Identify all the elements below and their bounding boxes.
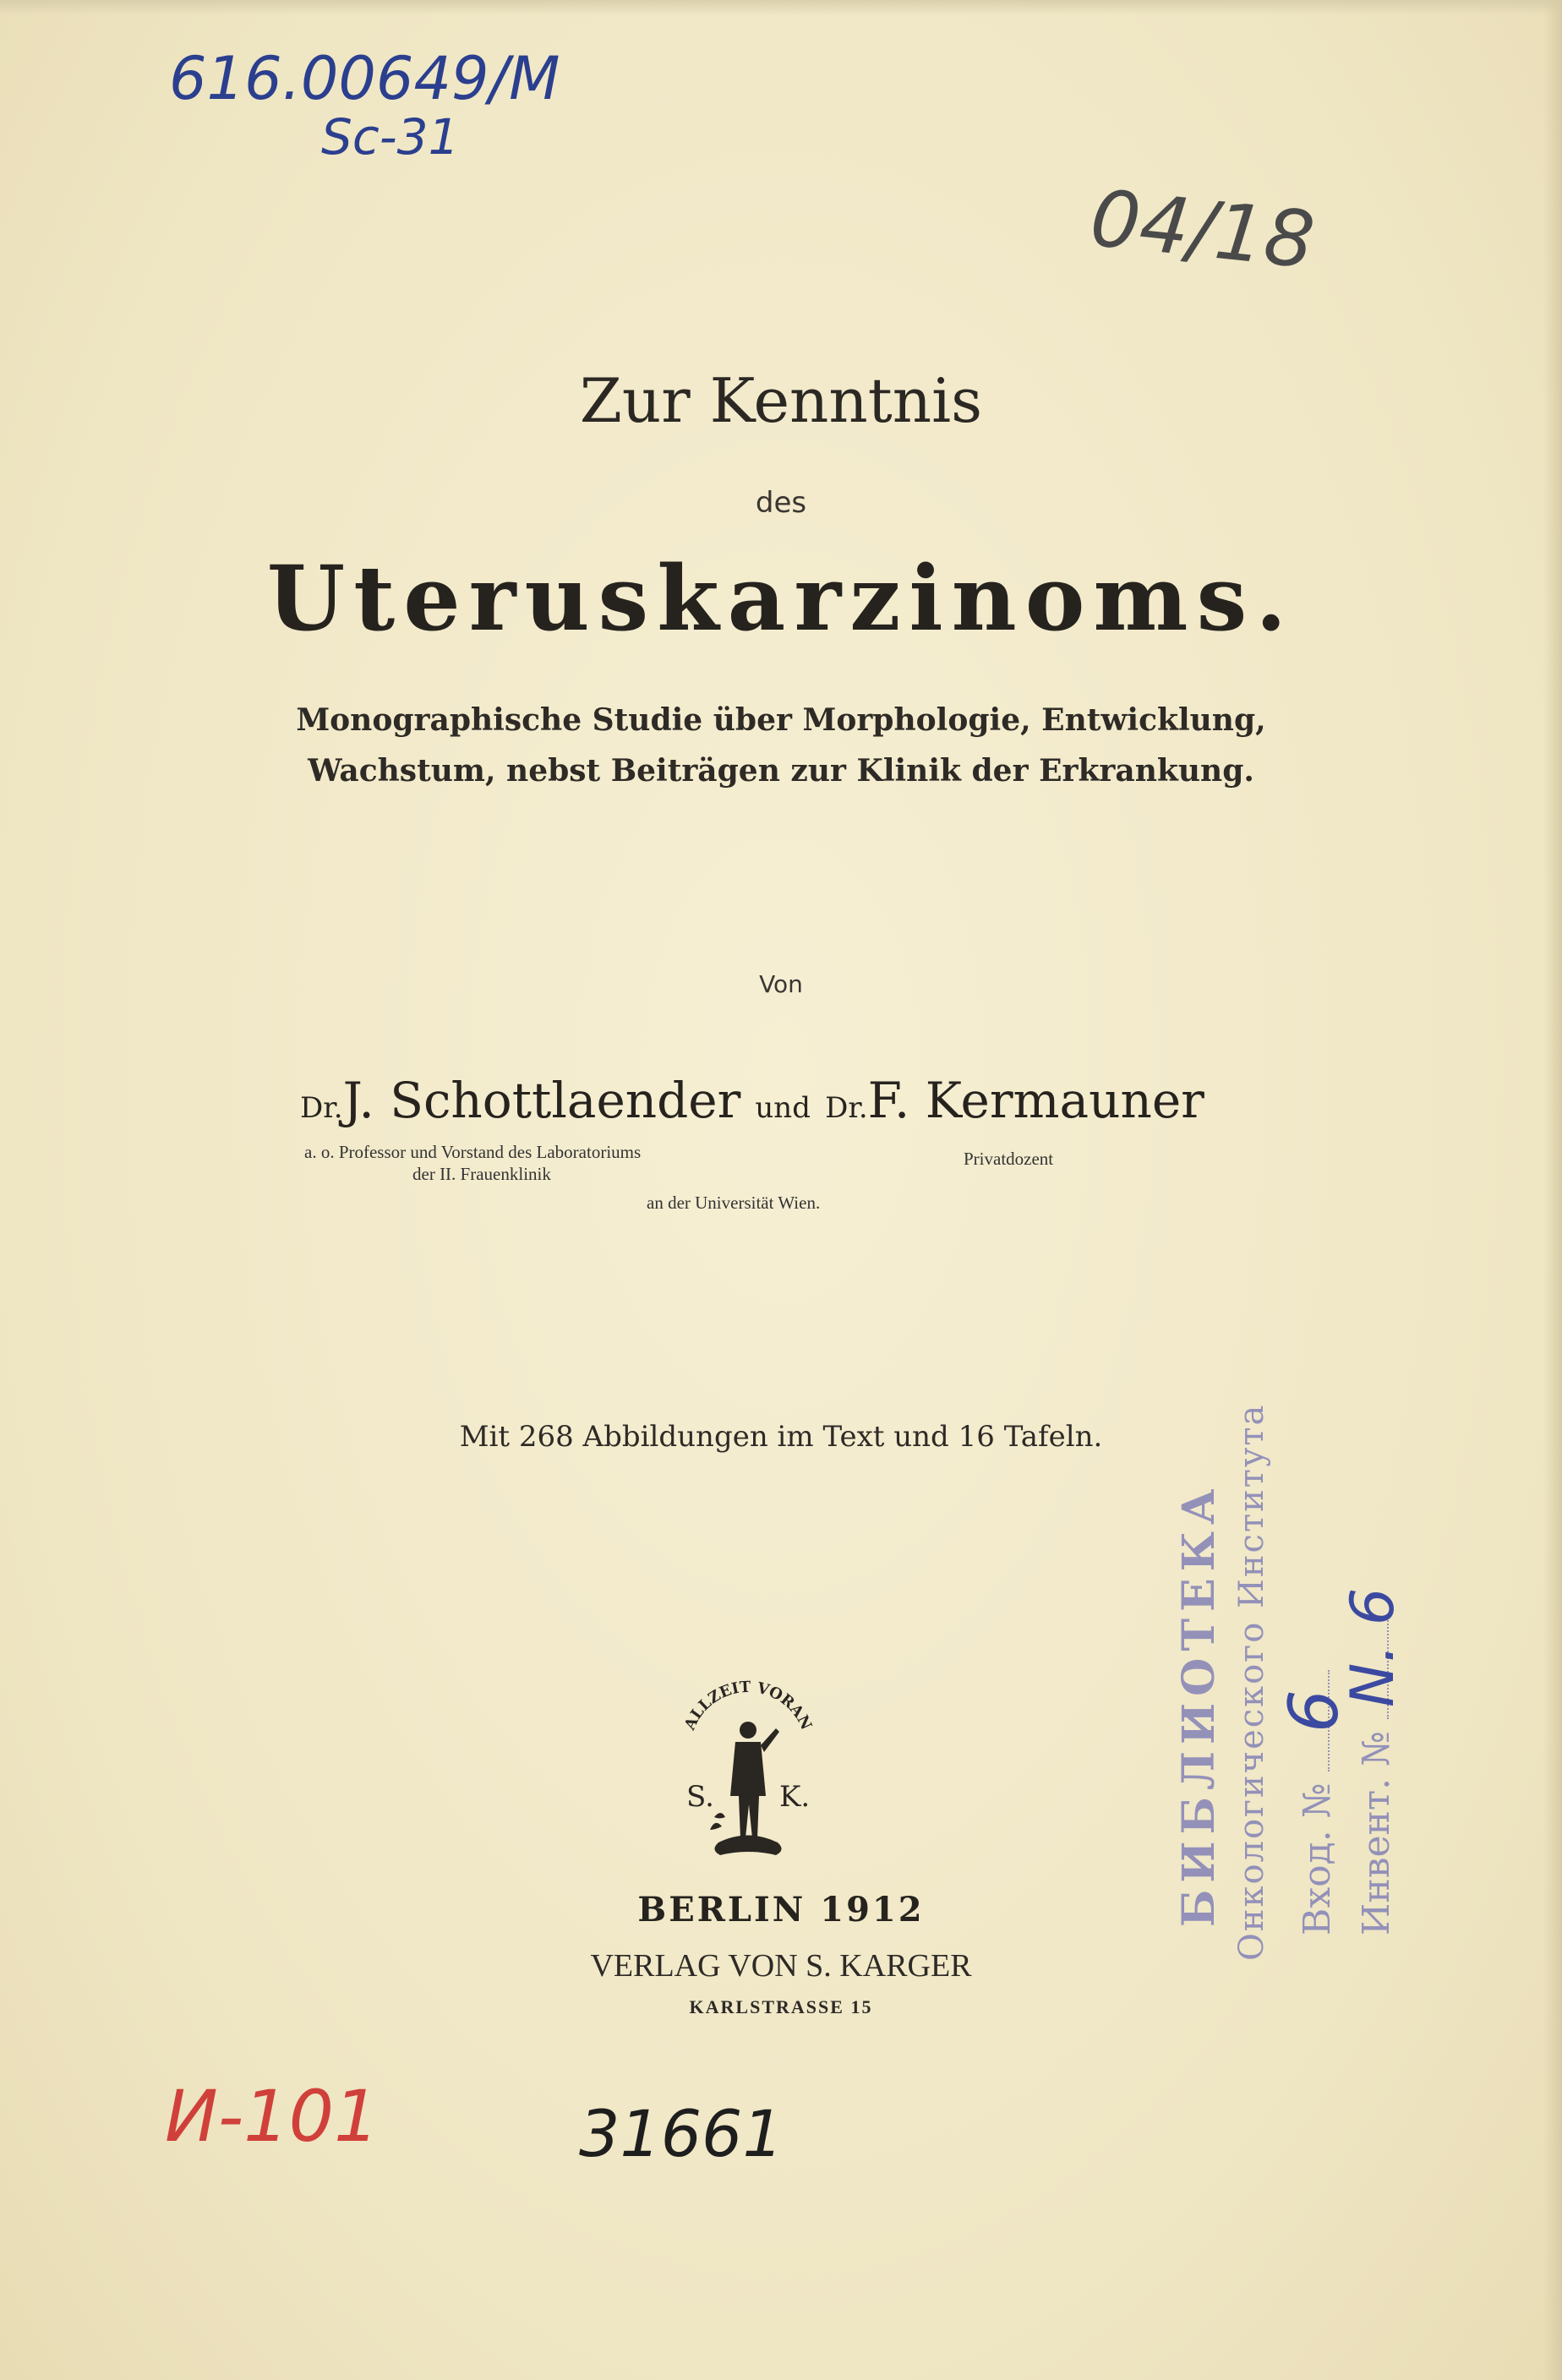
handwritten-call-number: 616.00649/M (169, 44, 560, 113)
stamp-inventory-value: N. 6 (1338, 1587, 1407, 1707)
logo-initial-s: S. (686, 1780, 714, 1814)
handwritten-red-number: И-101 (165, 2075, 380, 2158)
logo-figure (710, 1722, 782, 1855)
page-edge-top (0, 0, 1562, 15)
stamp-entry-label: Вход. № (1296, 1782, 1339, 1935)
title-line-2: des (755, 486, 807, 520)
author1-prefix: Dr. (300, 1091, 343, 1125)
author2-name: F. Kermauner (867, 1072, 1204, 1129)
subtitle-line-1: Monographische Studie über Morphologie, Entwicklung, (296, 702, 1266, 738)
authors-conjunction: und (755, 1091, 811, 1125)
imprint-city-year: BERLIN 1912 (637, 1890, 925, 1930)
library-stamp (1148, 1403, 1418, 1961)
page-edge-right (1543, 0, 1562, 2380)
author2-affiliation: Privatdozent (964, 1149, 1054, 1169)
stamp-line-2: Онкологического Института (1232, 1403, 1271, 1961)
author1-affiliation-line-1: a. o. Professor und Vorstand des Laboratoriums (304, 1142, 642, 1162)
logo-initial-k: K. (779, 1780, 811, 1814)
main-title: Uteruskarzinoms. (266, 545, 1296, 651)
imprint-street: KARLSTRASSE 15 (689, 1996, 873, 2017)
authors-line (300, 1072, 1264, 1129)
logo-motto: ALLZEIT VORAN (680, 1678, 816, 1733)
illustrations-note: Mit 268 Abbildungen im Text und 16 Tafeln. (459, 1420, 1103, 1454)
by-line: Von (759, 970, 803, 998)
stamp-line-1: БИБЛИОТЕКА (1173, 1482, 1225, 1927)
author1-name: J. Schottlaender (342, 1072, 741, 1129)
title-line-1: Zur Kenntnis (579, 365, 983, 436)
university: an der Universität Wien. (647, 1193, 821, 1213)
author1-affiliation (304, 1141, 744, 1185)
handwritten-shelf-mark: Sc-31 (321, 108, 460, 166)
subtitle-line-2: Wachstum, nebst Beiträgen zur Klinik der Erkrankung. (308, 753, 1254, 789)
author1-affiliation-line-2: der II. Frauenklinik (412, 1164, 551, 1184)
handwritten-accession-number: 31661 (579, 2096, 784, 2171)
handwritten-top-right: 04/18 (1086, 172, 1319, 287)
stamp-entry-value: 6 (1275, 1689, 1353, 1733)
author2-prefix: Dr. (825, 1091, 868, 1125)
publisher-logo (668, 1669, 828, 1872)
stamp-inventory-label: Инвент. № (1355, 1731, 1398, 1935)
subtitle (0, 695, 1562, 796)
imprint-publisher: VERLAG VON S. KARGER (590, 1948, 972, 1984)
